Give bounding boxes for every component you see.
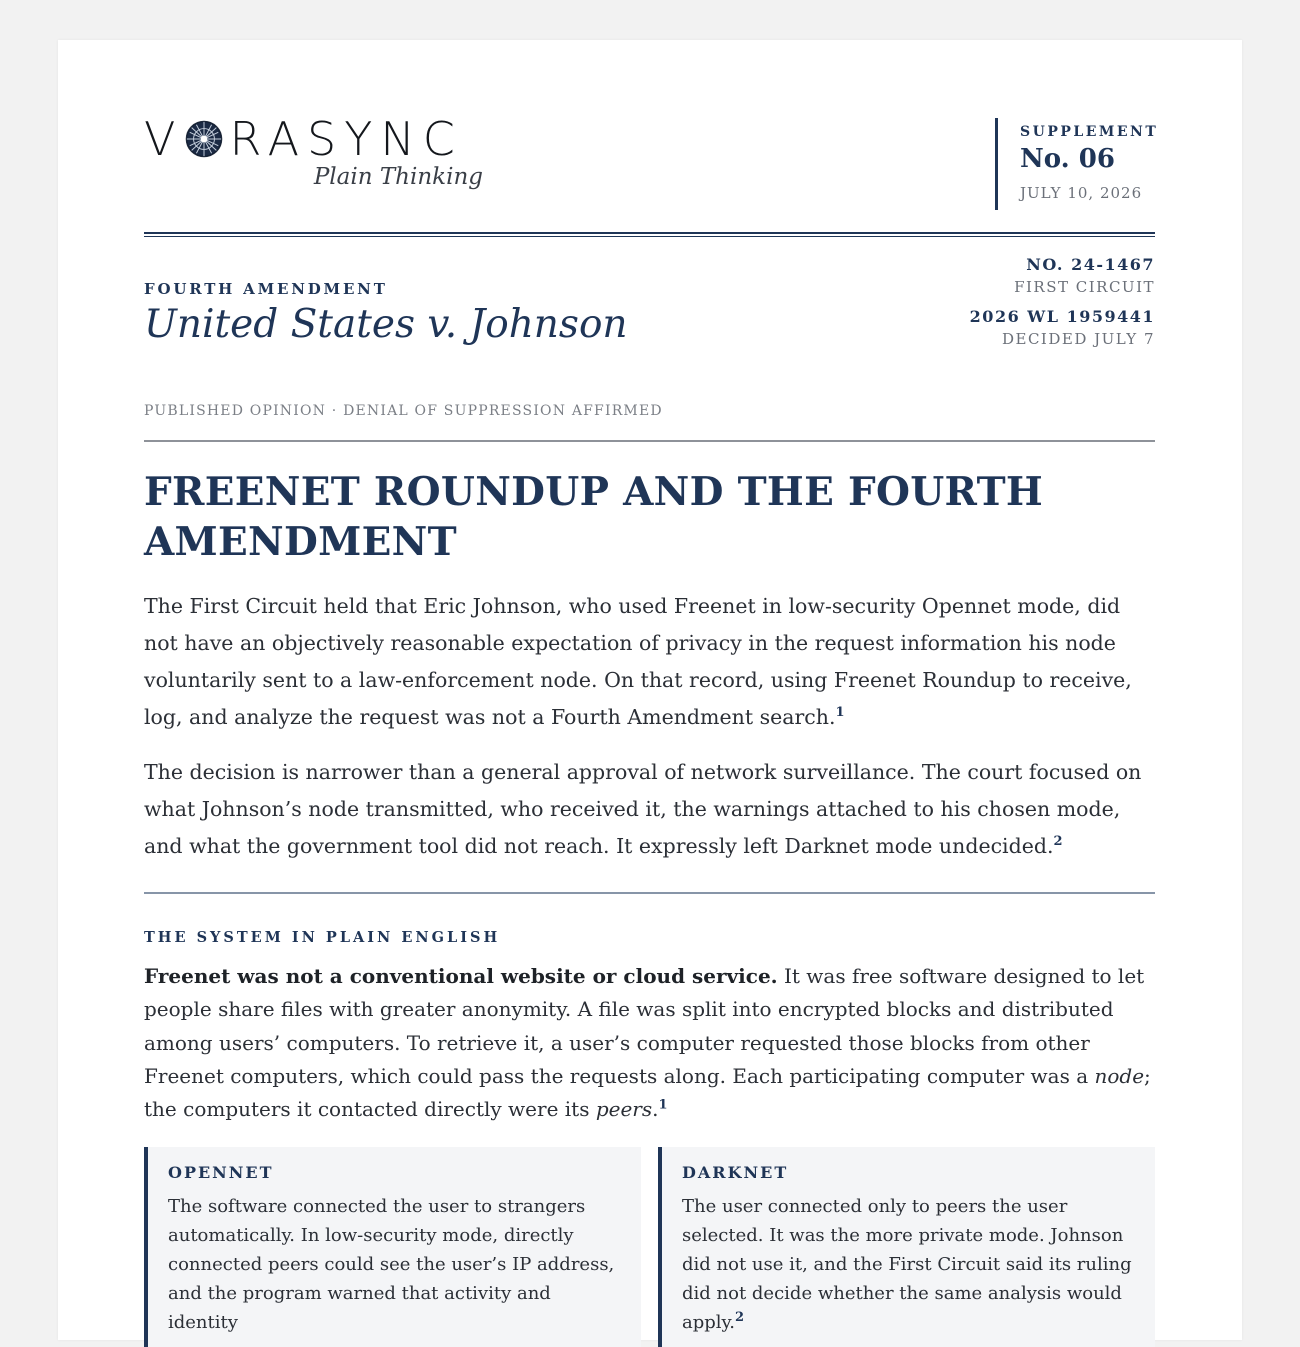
card-text: The user connected only to peers the user selected. It was the more private mode. Johnson did not use it, and the First Circuit said its ruling did not decide whether the same analysis would apply. (682, 1196, 1132, 1333)
summary-paragraph-2 (144, 754, 1155, 865)
term-peers: peers (595, 1097, 653, 1122)
card-body (168, 1192, 621, 1337)
docket-number: NO. 24-1467 (1026, 255, 1155, 274)
case-meta (970, 254, 1155, 350)
court-name: FIRST CIRCUIT (1014, 278, 1155, 296)
brand-wordmark (144, 112, 463, 166)
paragraph-text: The decision is narrower than a general approval of network surveillance. The court focused on what Johnson’s node transmitted, who received it, the warnings attached to his chosen mode, and what the government tool did not reach. It expressly left Darknet mode undecided. (144, 760, 1142, 858)
section-divider (144, 892, 1155, 894)
card-title: OPENNET (168, 1163, 274, 1182)
brand-letters-rest: RASYNC (229, 112, 463, 166)
brand-letter-v: V (144, 112, 184, 166)
globe-icon (185, 120, 223, 158)
summary-paragraph-1 (144, 588, 1155, 736)
card-darknet (658, 1147, 1155, 1347)
mode-comparison (144, 1147, 1155, 1347)
footnote-ref[interactable]: 1 (835, 705, 845, 721)
section-kicker: THE SYSTEM IN PLAIN ENGLISH (144, 929, 501, 946)
supplement-block (995, 118, 1159, 210)
footnote-ref[interactable]: 2 (735, 1310, 745, 1325)
brand-tagline: Plain Thinking (313, 164, 483, 190)
card-body (682, 1192, 1135, 1337)
citation: 2026 WL 1959441 (969, 307, 1155, 326)
card-title: DARKNET (682, 1163, 789, 1182)
issue-date: JULY 10, 2026 (1020, 184, 1143, 202)
disposition-line: PUBLISHED OPINION · DENIAL OF SUPPRESSION AFFIRMED (144, 403, 663, 419)
brand-logo (144, 112, 489, 198)
system-paragraph (144, 960, 1155, 1126)
supplement-label: SUPPLEMENT (1020, 124, 1159, 140)
term-node: node (1094, 1063, 1145, 1088)
paragraph-text: . (652, 1097, 659, 1122)
supplement-number: No. 06 (1020, 144, 1115, 174)
case-title: United States v. Johnson (144, 302, 628, 347)
case-topic: FOURTH AMENDMENT (144, 280, 388, 298)
paragraph-text: It was free software designed to let people share files with greater anonymity. A file was split into encrypted blocks and distributed among users’ computers. To retrieve it, a user’s computer requested those blocks from other Freenet computers, which could pass the requests along. Each participating computer was a (144, 964, 1145, 1088)
card-text: The software connected the user to strangers automatically. In low-security mode, directly connected peers could see the user’s IP address, and the program warned that activity and identity (168, 1196, 615, 1333)
section-divider (144, 440, 1155, 442)
masthead-divider (144, 232, 1155, 237)
paragraph-text: The First Circuit held that Eric Johnson, who used Freenet in low-security Opennet mode, did not have an objectively reasonable expectation of privacy in the request information his node voluntarily sent to a law-enforcement node. On that record, using Freenet Roundup to receive, log, and analyze the request was not a Fourth Amendment search. (144, 594, 1132, 729)
document-page (58, 40, 1242, 1340)
footnote-ref[interactable]: 1 (658, 1097, 668, 1113)
paragraph-text: ; the computers it contacted directly were its (144, 1063, 1151, 1122)
lead-sentence: Freenet was not a conventional website or cloud service. (144, 964, 778, 988)
decided-date: DECIDED JULY 7 (1001, 330, 1155, 348)
card-opennet (144, 1147, 641, 1347)
article-headline: FREENET ROUNDUP AND THE FOURTH AMENDMENT (144, 469, 1044, 565)
footnote-ref[interactable]: 2 (1053, 834, 1063, 850)
